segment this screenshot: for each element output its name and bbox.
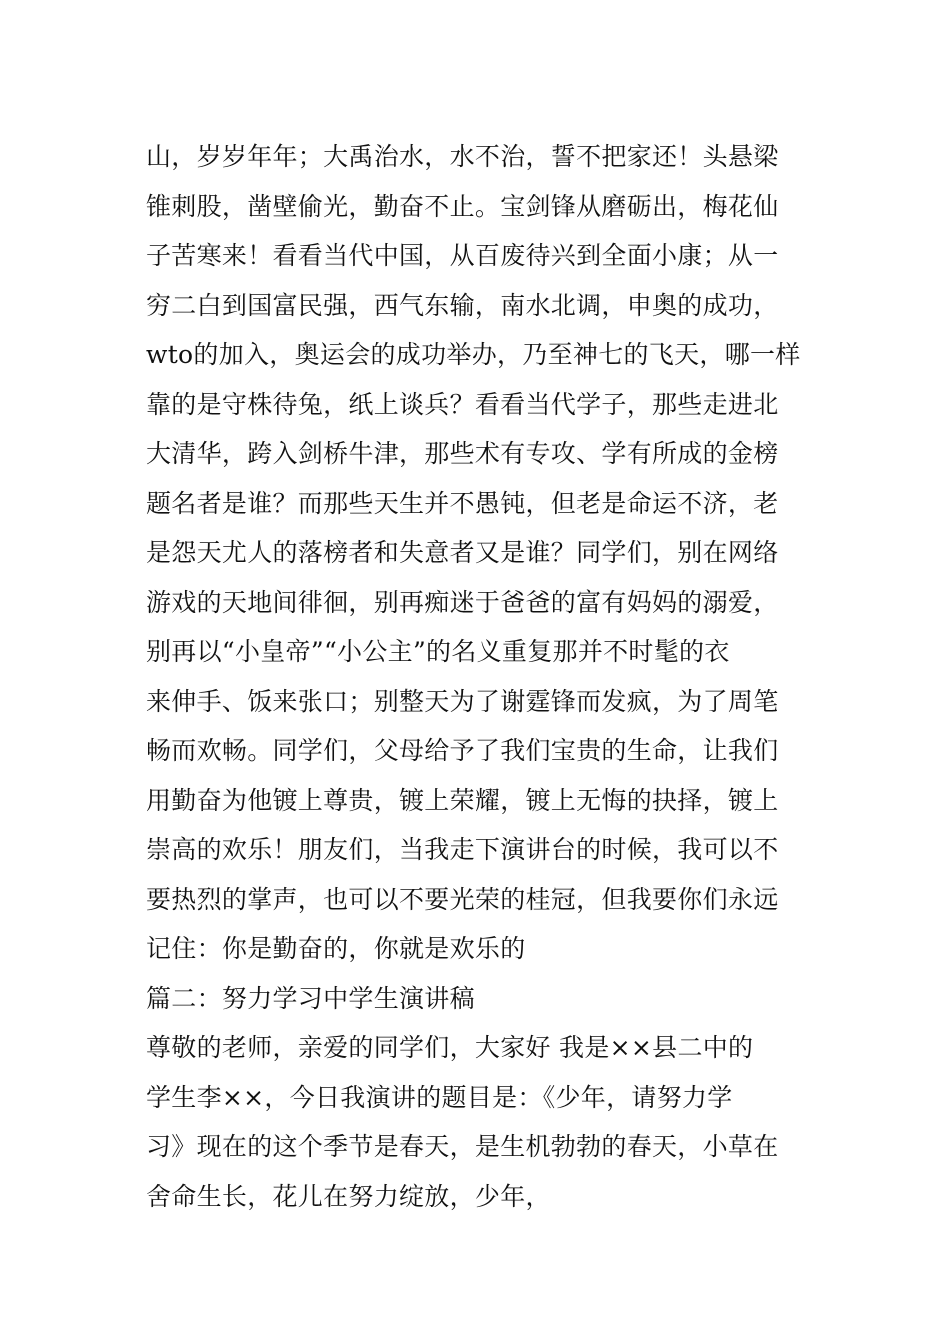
text-line: 锥刺股，凿壁偷光，勤奋不止。宝剑锋从磨砺出，梅花仙 bbox=[146, 191, 779, 221]
text-line: 尊敬的老师，亲爱的同学们，大家好 我是××县二中的 bbox=[146, 1033, 754, 1062]
text-line: 畅而欢畅。同学们，父母给予了我们宝贵的生命，让我们 bbox=[146, 736, 779, 765]
text-line: 崇高的欢乐！朋友们，当我走下演讲台的时候，我可以不 bbox=[146, 835, 779, 864]
text-line: 题名者是谁？而那些天生并不愚钝，但老是命运不济，老 bbox=[146, 488, 779, 518]
text-line: 游戏的天地间徘徊，别再痴迷于爸爸的富有妈妈的溺爱， bbox=[146, 587, 779, 617]
text-line: 学生李××，今日我演讲的题目是：《少年，请努力学 bbox=[146, 1082, 733, 1112]
text-line: 舍命生长，花儿在努力绽放，少年， bbox=[146, 1181, 551, 1211]
text-line: 是怨天尤人的落榜者和失意者又是谁？同学们，别在网络 bbox=[146, 538, 779, 567]
section-heading: 篇二：努力学习中学生演讲稿 bbox=[146, 983, 475, 1013]
text-line: 别再以“小皇帝”“小公主”的名义重复那并不时髦的衣 bbox=[146, 637, 730, 666]
text-line: 穷二白到国富民强，西气东输，南水北调，申奥的成功， bbox=[146, 290, 779, 320]
text-line: 子苦寒来！看看当代中国，从百废待兴到全面小康；从一 bbox=[146, 241, 779, 270]
text-line: 要热烈的掌声，也可以不要光荣的桂冠，但我要你们永远 bbox=[146, 884, 779, 914]
text-line: 习》现在的这个季节是春天，是生机勃勃的春天，小草在 bbox=[146, 1132, 779, 1161]
document-body bbox=[146, 132, 846, 1221]
text-line: 记住：你是勤奋的，你就是欢乐的 bbox=[146, 934, 526, 963]
text-line: wto的加入，奥运会的成功举办，乃至神七的飞天，哪一样 bbox=[146, 340, 801, 369]
text-line: 大清华，跨入剑桥牛津，那些术有专攻、学有所成的金榜 bbox=[146, 439, 779, 468]
text-line: 靠的是守株待兔，纸上谈兵？看看当代学子，那些走进北 bbox=[146, 389, 779, 419]
text-line: 来伸手、饭来张口；别整天为了谢霆锋而发疯，为了周笔 bbox=[146, 686, 779, 716]
text-line: 用勤奋为他镀上尊贵，镀上荣耀，镀上无悔的抉择，镀上 bbox=[146, 785, 779, 815]
text-line: 山，岁岁年年；大禹治水，水不治，誓不把家还！头悬梁 bbox=[146, 142, 779, 171]
